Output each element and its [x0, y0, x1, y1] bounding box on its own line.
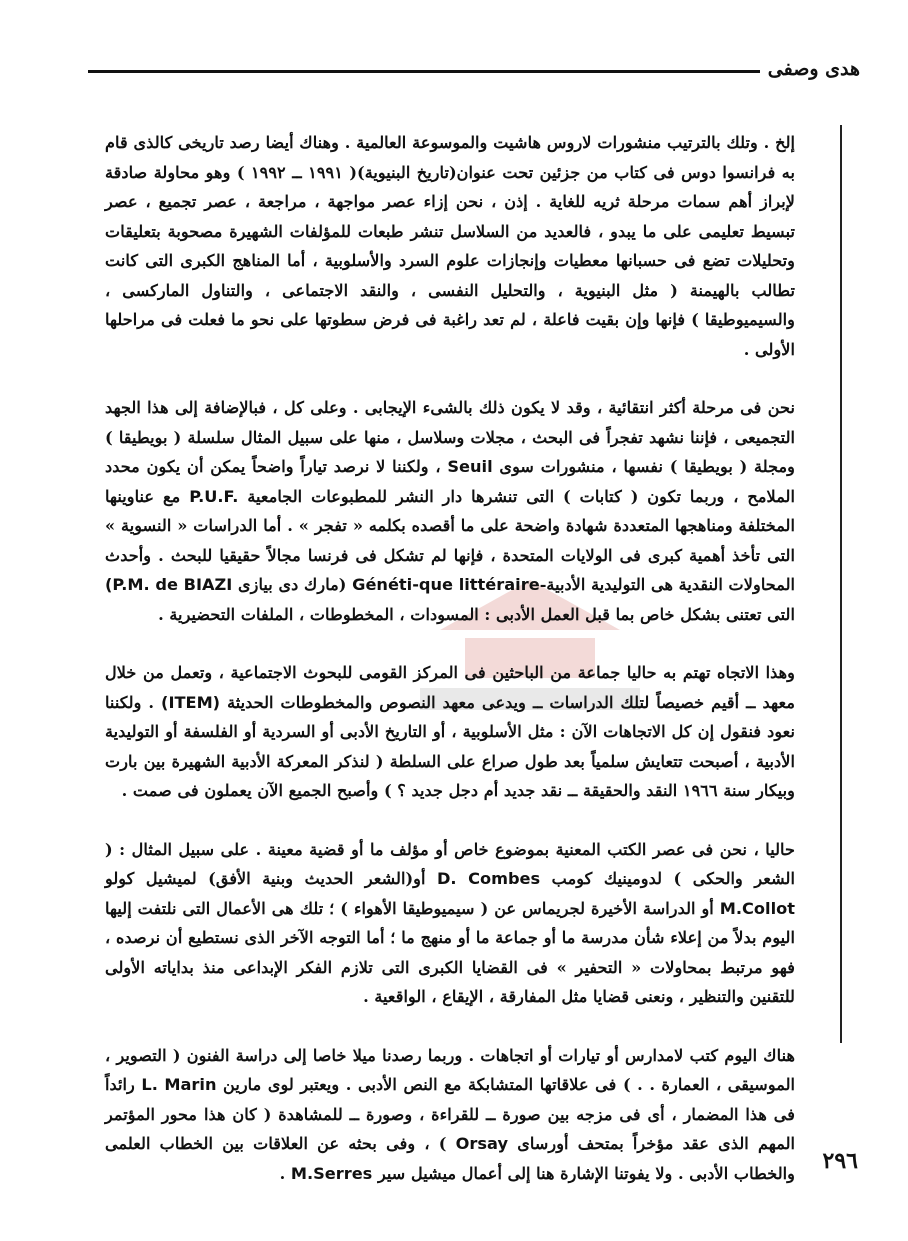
- latin-term-combes: D. Combes: [436, 869, 541, 888]
- paragraph-2: [105, 393, 795, 629]
- margin-rule: [840, 125, 842, 1043]
- text-run: إلخ . وتلك بالترتيب منشورات لاروس هاشيت والموسوعة العالمية . وهناك أيضا رصد تاريخى كالذى قام به فرانسوا دوس فى كتاب من جزئين تحت عنوان(تاريخ البنيوية)( ١٩٩١ ــ ١٩٩٢ ) وهو محاولة صادقة لإبراز أهم سمات مرحلة ثريه للغاية . إذن ، نحن إزاء عصر مواجهة ، مراجعة ، عصر تجميع ، عصر تبسيط تعليمى على ما يبدو ، فالعديد من السلاسل تنشر طبعات للمؤلفات الشهيرة مصحوبة بتعليقات وتحليلات تضع فى حسبانها معطيات وإنجازات علوم السرد والأسلوبية ، أما المناهج الكبرى التى كانت تطالب بالهيمنة ( مثل البنيوية ، والتحليل النفسى ، والنقد الاجتماعى ، والتناول الماركسى ، والسيميوطيقا ) فإنها وإن بقيت فاعلة ، لم تعد راغبة فى فرض سطوتها على نحو ما فعلت فى مراحلها الأولى .: [105, 133, 795, 359]
- text-run: أو(الشعر الحديث وبنية الأفق) لميشيل كولو: [105, 869, 437, 888]
- text-run: ، ولكننا لا نرصد تياراً واضحاً يمكن أن يكون محدد الملامح ، وربما تكون ( كتابات ) التى تنشرها دار النشر للمطبوعات الجامعية: [105, 457, 795, 506]
- header-rule: [88, 70, 760, 73]
- text-run: التى تعتنى بشكل خاص بما قبل العمل الأدبى : المسودات ، المخطوطات ، الملفات التحضيرية .: [158, 604, 795, 624]
- paragraph-4: [105, 835, 795, 1012]
- text-run: نحن فى مرحلة أكثر انتقائية ، وقد لا يكون ذلك بالشىء الإيجابى . وعلى كل ، فبالإضافة إلى هذا الجهد التجميعى ، فإننا نشهد تفجراً فى البحث ، مجلات وسلاسل ، منها على سبيل المثال سلسلة ( بويطيقا ) ومجلة ( بويطيقا ) نفسها ، منشورات سوى: [105, 398, 796, 476]
- paragraph-1: [105, 128, 795, 364]
- running-header-author: هدى وصفى: [767, 58, 860, 80]
- latin-term-puf: P.U.F.: [189, 486, 239, 506]
- page-number: ٢٩٦: [822, 1148, 858, 1174]
- text-run: هناك اليوم كتب لامدارس أو تيارات أو اتجاهات . وربما رصدنا ميلا خاصا إلى دراسة الفنون ( التصوير ، الموسيقى ، العمارة . . ) فى علاقاتها المتشابكة مع النص الأدبى . ويعتبر لوى مارين: [105, 1045, 795, 1094]
- text-run: . ولكننا نعود فنقول إن كل الاتجاهات الآن : مثل الأسلوبية ، أو التاريخ الأدبى أو السردية أو الفلسفة أو التوليدية الأدبية ، أصبحت تتعايش سلمياً بعد طول صراع على السلطة ( لنذكر المعركة الأدبية الشهيرة بين بارت وبيكار سنة ١٩٦٦ النقد والحقيقة ــ نقد جديد أم دجل جديد ؟ ) وأصبح الجميع الآن يعملون فى صمت .: [105, 692, 795, 800]
- latin-term-biazi: (P.M. de BIAZI: [105, 575, 233, 594]
- latin-term-serres: M.Serres: [290, 1163, 373, 1183]
- text-run: ) ، وفى بحثه عن العلاقات بين الخطاب العلمى والخطاب الأدبى . ولا يفوتنا الإشارة هنا إلى أعمال ميشيل سير: [105, 1134, 795, 1183]
- latin-term-genetique: Généti-que littéraire: [352, 575, 540, 594]
- body-text: [105, 128, 795, 1217]
- latin-term-collot: M.Collot: [719, 898, 795, 918]
- latin-term-seuil: Seuil: [447, 457, 493, 476]
- text-run: حاليا ، نحن فى عصر الكتب المعنية بموضوع خاص أو مؤلف ما أو قضية معينة . على سبيل المثال : ( الشعر والحكى ) لدومينيك كومب: [105, 839, 795, 888]
- text-run: (مارك دى بيازى: [232, 575, 353, 594]
- text-run: أو الدراسة الأخيرة لجريماس عن ( سيميوطيقا الأهواء ) ؛ تلك هى الأعمال التى نلتفت إليها اليوم بدلاً من إعلاء شأن مدرسة ما أو جماعة ما أو منهج ما ؛ أما التوجه الآخر الذى نستطيع أن نرصده ، فهو مرتبط بمحاولات « التحفير » فى القضايا الكبرى التى تلازم الفكر الإبداعى منذ بداياته الأولى للتقنين والتنظير ، ونعنى قضايا مثل المفارقة ، الإيقاع ، الواقعية .: [105, 898, 795, 1006]
- text-run: مع عناوينها المختلفة ومناهجها المتعددة شهادة واضحة على ما أقصده بكلمه « تفجر » . أما الدراسات « النسوية » التى تأخذ أهمية كبرى فى الولايات المتحدة ، فإنها لم تشكل فى فرنسا مجالاً حقيقيا للبحث . وأحدث المحاولات النقدية هى التوليدية الأدبية-: [105, 486, 796, 594]
- text-run: .: [279, 1163, 291, 1183]
- text-run: رائداً فى هذا المضمار ، أى فى مزجه بين صورة ــ للقراءة ، وصورة ــ للمشاهدة ( كان هذا محور المؤتمر المهم الذى عقد مؤخراً بمتحف أورساى: [105, 1075, 796, 1153]
- latin-term-orsay: Orsay: [455, 1134, 509, 1153]
- paragraph-5: [105, 1041, 795, 1189]
- latin-term-marin: L. Marin: [141, 1075, 217, 1094]
- paragraph-3: [105, 658, 795, 806]
- latin-term-item: (ITEM): [161, 692, 221, 712]
- text-run: وهذا الاتجاه تهتم به حاليا جماعة من الباحثين فى المركز القومى للبحوث الاجتماعية ، وتعمل من خلال معهد ــ أقيم خصيصاً لتلك الدراسات ــ ويدعى معهد النصوص والمخطوطات الحديثة: [105, 663, 795, 712]
